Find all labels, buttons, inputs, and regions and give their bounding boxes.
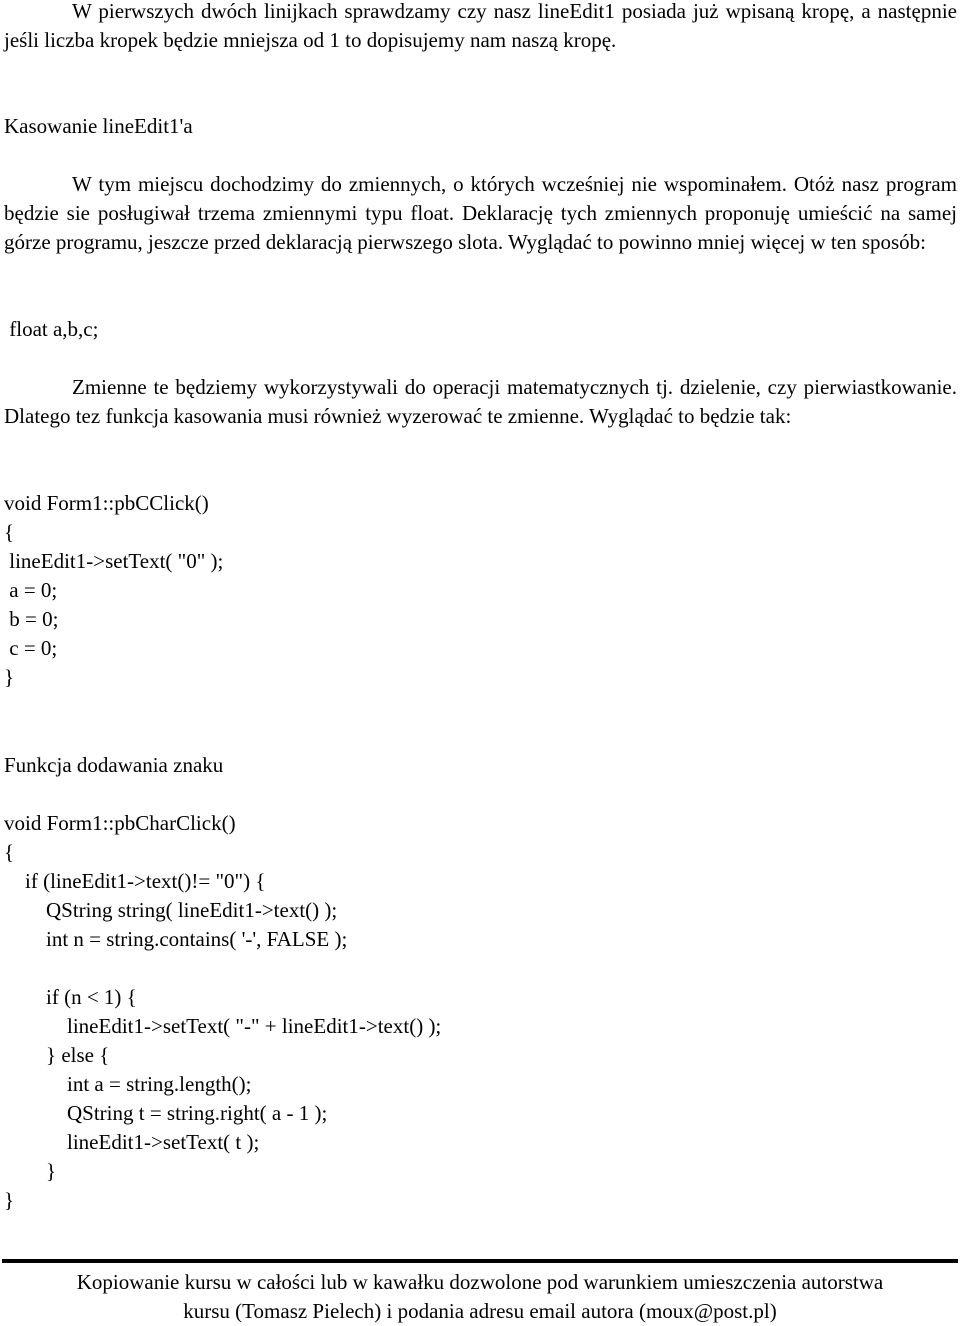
code-line: } xyxy=(4,1159,57,1183)
footer-divider xyxy=(2,1259,958,1263)
code-line: lineEdit1->setText( "-" + lineEdit1->text() ); xyxy=(4,1014,442,1038)
code-line: if (lineEdit1->text()!= "0") { xyxy=(4,869,266,893)
footer-line: Kopiowanie kursu w całości lub w kawałku dozwolone pod warunkiem umieszczenia autorstwa xyxy=(76,1270,884,1294)
code-line: int a = string.length(); xyxy=(4,1072,252,1096)
code-line: a = 0; xyxy=(4,578,58,602)
footer-line: kursu (Tomasz Pielech) i podania adresu email autora (moux@post.pl) xyxy=(183,1299,777,1323)
heading-sign-function: Funkcja dodawania znaku xyxy=(4,753,224,777)
code-line: int n = string.contains( '-', FALSE ); xyxy=(4,927,348,951)
code-line: { xyxy=(4,520,15,544)
code-declaration: float a,b,c; xyxy=(4,317,99,341)
footer-copyright xyxy=(0,1268,960,1326)
code-line: QString string( lineEdit1->text() ); xyxy=(4,898,338,922)
code-line: if (n < 1) { xyxy=(4,985,137,1009)
code-line: QString t = string.right( a - 1 ); xyxy=(4,1101,328,1125)
paragraph-clear-function: Zmienne te będziemy wykorzystywali do operacji matematycznych tj. dzielenie, czy pierwiastkowanie. Dlatego tez funkcja kasowania musi również wyzerować te zmienne. Wyglądać to będzie tak: xyxy=(4,375,957,428)
code-line: lineEdit1->setText( t ); xyxy=(4,1130,260,1154)
paragraph-variables: W tym miejscu dochodzimy do zmiennych, o których wcześniej nie wspominałem. Otóż nasz program będzie sie posługiwał trzema zmiennymi typu float. Deklarację tych zmiennych proponuję umieścić na samej górze programu, jeszcze przed deklaracją pierwszego slota. Wyglądać to powinno mniej więcej w ten sposób: xyxy=(4,172,957,254)
code-line: b = 0; xyxy=(4,607,59,631)
paragraph-dot-check: W pierwszych dwóch linijkach sprawdzamy czy nasz lineEdit1 posiada już wpisaną kropę, a następnie jeśli liczba kropek będzie mniejsza od 1 to dopisujemy nam naszą kropę. xyxy=(4,0,957,52)
code-line: c = 0; xyxy=(4,636,58,660)
heading-clear-lineedit: Kasowanie lineEdit1'a xyxy=(4,114,193,138)
code-line: void Form1::pbCClick() xyxy=(4,491,209,515)
code-line: } xyxy=(4,1188,15,1212)
code-line: } xyxy=(4,665,15,689)
code-line: { xyxy=(4,840,15,864)
code-line: lineEdit1->setText( "0" ); xyxy=(4,549,224,573)
code-line: void Form1::pbCharClick() xyxy=(4,811,236,835)
code-line: } else { xyxy=(4,1043,110,1067)
